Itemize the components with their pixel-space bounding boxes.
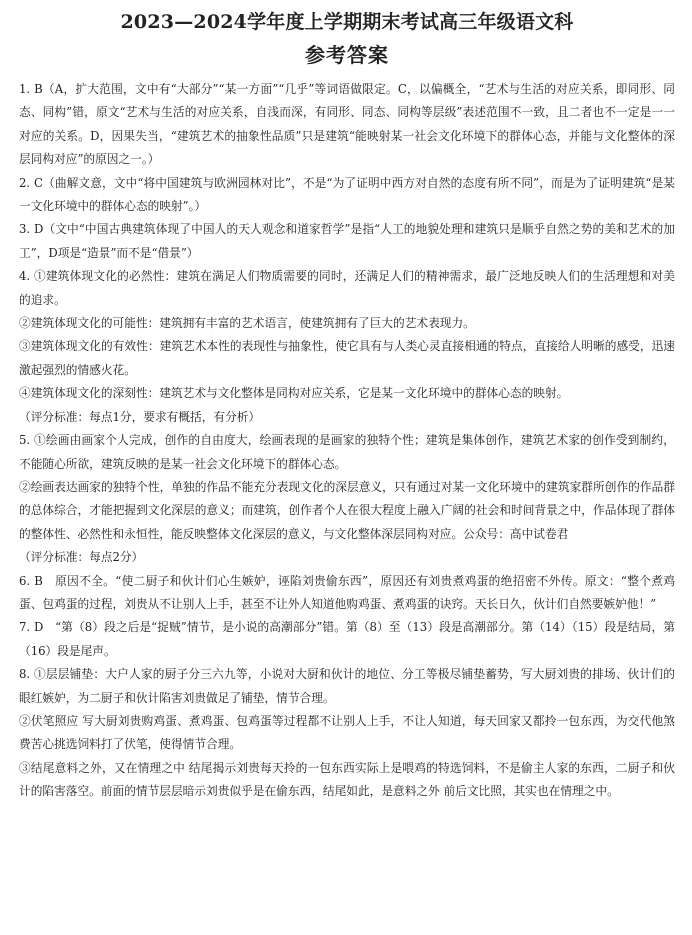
answer-paragraph-q6: 6. B 原因不全。“使二厨子和伙计们心生嫉妒，诬陷刘贵偷东西”，原因还有刘贵煮鸡蛋的绝招密不外传。原文：“整个煮鸡蛋、包鸡蛋的过程，刘贵从不让别人上手，甚至不让外人知道他购鸡蛋、煮鸡蛋的诀窍。天长日久，伙计们自然要嫉妒他！” — [19, 573, 675, 611]
scoring-note-q5: （评分标准：每点2分） — [19, 550, 144, 565]
answer-paragraph-q7: 7. D “第（8）段之后是“捉贼”情节，是小说的高潮部分”错。第（8）至（13）段是高潮部分。第（14）（15）段是结局，第（16）段是尾声。 — [19, 620, 675, 658]
answer-paragraph-q2: 2. C（曲解文意，文中“将中国建筑与欧洲园林对比”，不是“为了证明中西方对自然的态度有所不同”，而是为了证明建筑“是某一文化环境中的群体心态的映射”。） — [19, 175, 675, 214]
document-title: 2023—2024学年度上学期期末考试高三年级语文科 — [120, 11, 574, 33]
answer-paragraph-q4-point1: 4. ①建筑体现文化的必然性：建筑在满足人们物质需要的同时，还满足人们的精神需求，最广泛地反映人们的生活理想和对美的追求。 — [19, 269, 675, 307]
answer-paragraph-q8-point3: ③结尾意料之外，又在情理之中 结尾揭示刘贵每天拎的一包东西实际上是喂鸡的特选饲料，不是偷主人家的东西，二厨子和伙计的陷害落空。前面的情节层层暗示刘贵似乎是在偷东西，结尾如此，是意料之外 前后文比照，其实也在情理之中。 — [19, 760, 675, 799]
answer-body — [19, 78, 675, 804]
answer-paragraph-q8-point1: 8. ①层层铺垫：大户人家的厨子分三六九等，小说对大厨和伙计的地位、分工等极尽铺垫蓄势，写大厨刘贵的排场、伙计们的眼红嫉妒，为二厨子和伙计陷害刘贵做足了铺垫，情节合理。 — [19, 667, 675, 705]
answer-paragraph-q5-point1: 5. ①绘画由画家个人完成，创作的自由度大，绘画表现的是画家的独特个性；建筑是集体创作，建筑艺术家的创作受到制约，不能随心所欲，建筑反映的是某一社会文化环境下的群体心态。 — [19, 433, 675, 471]
answer-paragraph-q4-point4: ④建筑体现文化的深刻性：建筑艺术与文化整体是同构对应关系，它是某一文化环境中的群体心态的映射。 — [19, 386, 569, 401]
document-subtitle: 参考答案 — [305, 43, 389, 67]
answer-paragraph-q8-point2: ②伏笔照应 写大厨刘贵购鸡蛋、煮鸡蛋、包鸡蛋等过程都不让别人上手，不让人知道，每天回家又都拎一包东西，为交代他煞费苦心挑选饲料打了伏笔，使得情节合理。 — [19, 713, 675, 752]
answer-paragraph-q3: 3. D（文中“中国古典建筑体现了中国人的天人观念和道家哲学”是指“人工的地貌处理和建筑只是顺乎自然之势的美和艺术的加工”，D项是“造景”而不是“借景”） — [19, 222, 675, 260]
answer-paragraph-q1: 1. B（A，扩大范围，文中有“大部分”“某一方面”“几乎”等词语做限定。C，以偏概全，“艺术与生活的对应关系，即同形、同态、同构”错，原文“艺术与生活的对应关系，自浅而深，有同形、同态、同构等层级”表述范围不一致，且二者也不一定是一一对应的关系。D，因果失当，“建筑艺术的抽象性品质”只是建筑“能映射某一社会文化环境下的群体心态，并能与文化整体的深层同构对应”的原因之一。） — [19, 82, 675, 167]
answer-paragraph-q4-point3: ③建筑体现文化的有效性：建筑艺术本性的表现性与抽象性，使它具有与人类心灵直接相通的特点，直接给人明晰的感受，迅速激起强烈的情感火花。 — [19, 339, 675, 377]
scoring-note-q4: （评分标准：每点1分，要求有概括，有分析） — [19, 409, 261, 424]
answer-paragraph-q5-point2: ②绘画表达画家的独特个性，单独的作品不能充分表现文化的深层意义，只有通过对某一文化环境中的建筑家群所创作的作品群的总体综合，才能把握到文化深层的意义；而建筑，创作者个人在很大程度上融入广阔的社会和时间背景之中，作品体现了群体的整体性、必然性和永恒性，能反映整体文化深层的意义，与文化整体深层同构对应。公众号：高中试卷君 — [19, 479, 675, 541]
answer-paragraph-q4-point2: ②建筑体现文化的可能性：建筑拥有丰富的艺术语言，使建筑拥有了巨大的艺术表现力。 — [19, 316, 475, 331]
